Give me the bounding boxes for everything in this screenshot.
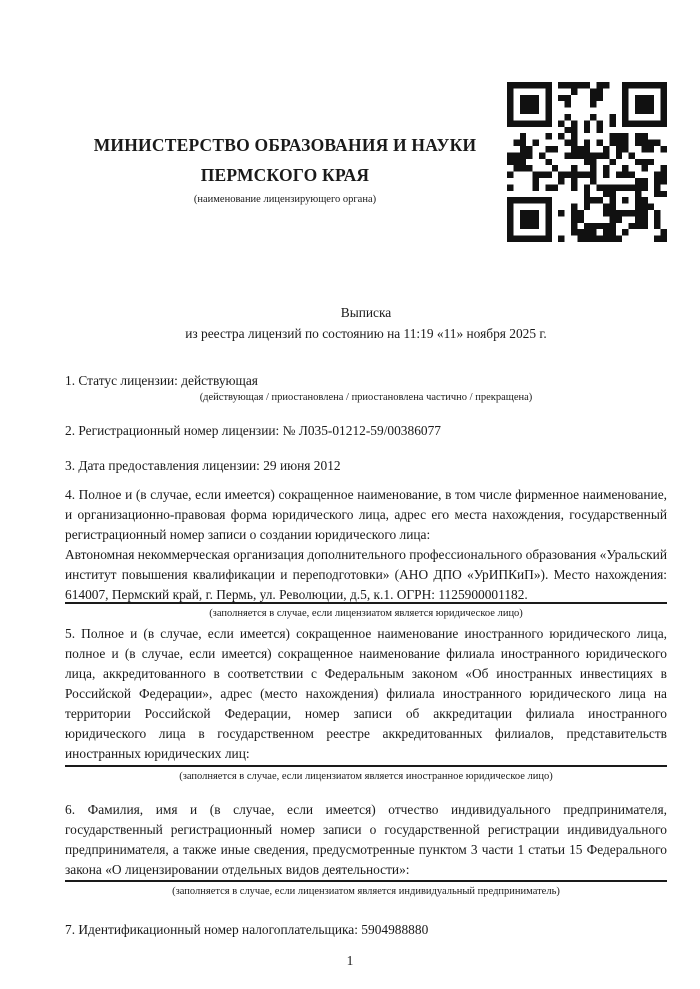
item-7-taxpayer-id: 7. Идентификационный номер налогоплательщика: 5904988880: [65, 922, 429, 937]
item-5-caption: (заполняется в случае, если лицензиатом является иностранное юридическое лицо): [179, 771, 553, 782]
ministry-caption: (наименование лицензирующего органа): [193, 194, 377, 205]
item-5-foreign-entity: 5. Полное и (в случае, если имеется) сокращенное наименование иностранного юридического лица, полное и (в случае, если имеется) сокращенное наименование филиала иностранного юридического лица, аккредитованного в соответствии с Федеральным законом «Об иностранных инвестициях в Российской Федерации», адрес (место нахождения) филиала иностранного юридического лица на территории Российской Федерации, номер записи об аккредитации филиала иностранного юридического лица в государственном реестре аккредитованных филиалов, представительств иностранных юридических лиц:: [65, 626, 667, 761]
item-1-status-options-caption: (действующая / приостановлена / приостановлена частично / прекращена): [199, 392, 533, 403]
item-4-caption: (заполняется в случае, если лицензиатом является юридическое лицо): [209, 608, 523, 619]
qr-code-icon: [507, 82, 667, 242]
fill-line-foreign-entity: [65, 765, 667, 767]
item-4-value: Автономная некоммерческая организация дополнительного профессионального образования «Уральский институт повышения квалификации и переподготовки» (АНО ДПО «УрИПКиП»). Место нахождения: 614007, Пермский край, г. Пермь, ул. Революции, д.5, к.1. ОГРН: 1125900001182.: [65, 547, 667, 602]
document-title-line2: из реестра лицензий по состоянию на 11:19 «11» ноября 2025 г.: [185, 326, 547, 341]
item-3-license-grant-date: 3. Дата предоставления лицензии: 29 июня 2012: [65, 458, 341, 473]
fill-line-entrepreneur: [65, 880, 667, 882]
item-4-label: 4. Полное и (в случае, если имеется) сокращенное наименование, в том числе фирменное наименование, и организационно-правовая форма юридического лица, адрес его места нахождения, государственный регистрационный номер записи о создании юридического лица:: [65, 487, 667, 542]
document-header: [65, 82, 667, 242]
page-number: 1: [346, 953, 354, 968]
item-4-legal-entity: [65, 485, 667, 605]
ministry-name-line2: ПЕРМСКОГО КРАЯ: [200, 165, 370, 185]
ministry-name-line1: МИНИСТЕРСТВО ОБРАЗОВАНИЯ И НАУКИ: [93, 135, 477, 155]
item-6-caption: (заполняется в случае, если лицензиатом является индивидуальный предприниматель): [172, 886, 560, 897]
item-1-license-status: 1. Статус лицензии: действующая: [65, 373, 258, 388]
item-2-registration-number: 2. Регистрационный номер лицензии: № Л035-01212-59/00386077: [65, 423, 441, 438]
item-6-individual-entrepreneur: 6. Фамилия, имя и (в случае, если имеется) отчество индивидуального предпринимателя, государственный регистрационный номер записи о государственной регистрации индивидуального предпринимателя, а также иные сведения, предусмотренные пунктом 3 части 1 статьи 15 Федерального закона «О лицензировании отдельных видов деятельности»:: [65, 802, 667, 877]
licensing-authority-block: [65, 82, 505, 207]
document-title-line1: Выписка: [340, 305, 392, 320]
document-title: [65, 302, 667, 344]
